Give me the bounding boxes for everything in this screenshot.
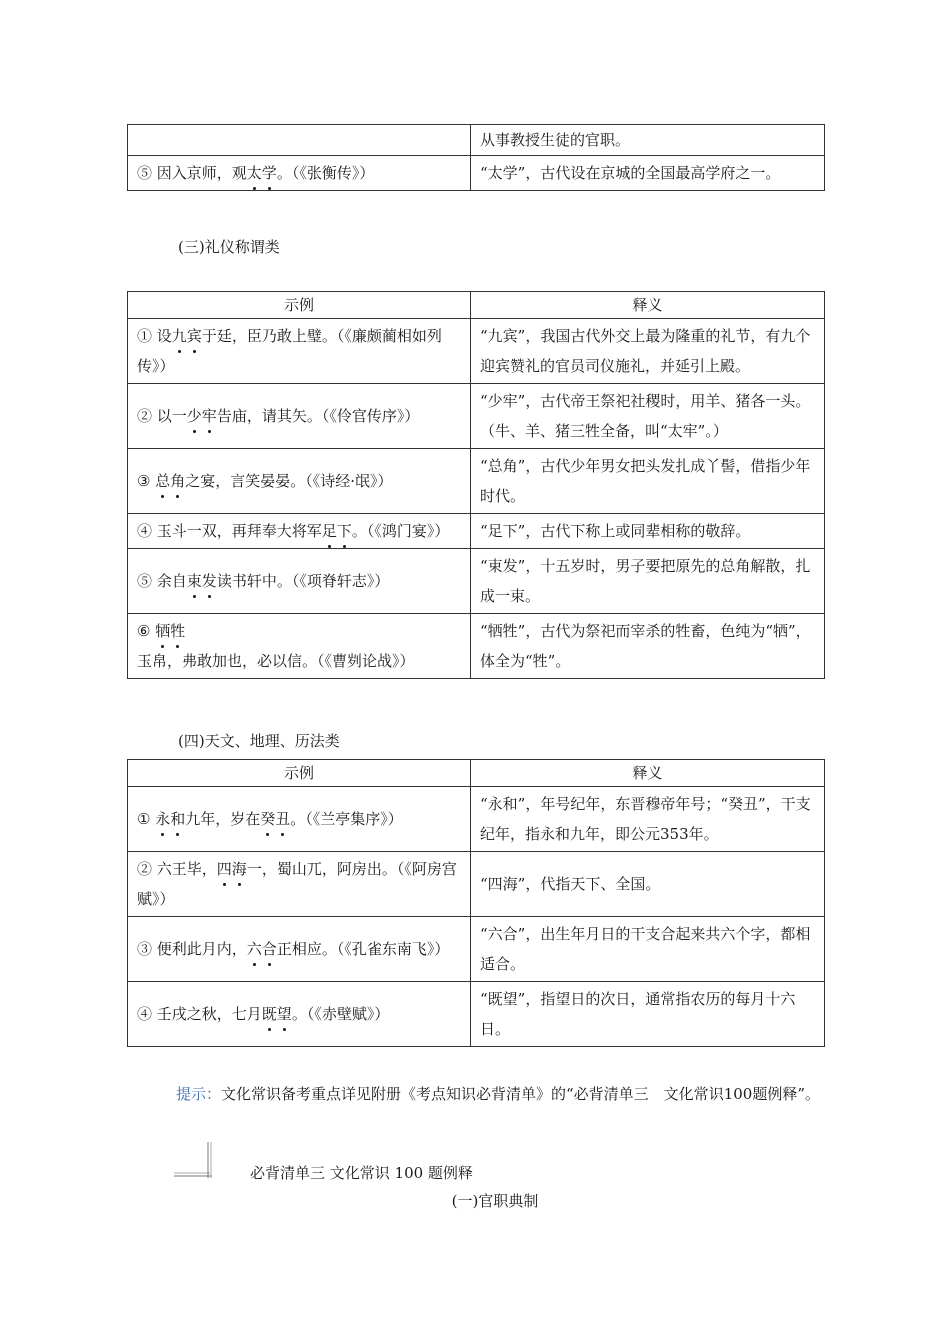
explanation-cell: “牺牲”，古代为祭祀而宰杀的牲畜，色纯为“牺”，体全为“牲”。 bbox=[471, 614, 825, 679]
table-row bbox=[128, 125, 825, 156]
column-header-example: 示例 bbox=[128, 292, 471, 319]
explanation-cell: “太学”，古代设在京城的全国最高学府之一。 bbox=[471, 156, 825, 191]
table-row bbox=[128, 384, 825, 449]
tip-label: 提示： bbox=[176, 1085, 222, 1103]
emphasized-term: 既望 bbox=[262, 1005, 292, 1023]
emphasized-term: 永和 bbox=[155, 810, 185, 828]
explanation-cell: “既望”，指望日的次日，通常指农历的每月十六日。 bbox=[471, 982, 825, 1047]
emphasized-term: 束发 bbox=[187, 572, 217, 590]
example-cell: ② 以一少牢告庙，请其矢。（《伶官传序》） bbox=[128, 384, 471, 449]
table-row bbox=[128, 319, 825, 384]
tip-note bbox=[136, 1080, 826, 1108]
explanation-cell: “九宾”，我国古代外交上最为隆重的礼节，有九个迎宾赞礼的官员司仪施礼，并延引上殿。 bbox=[471, 319, 825, 384]
corner-mark-icon bbox=[174, 1142, 212, 1178]
explanation-cell: “永和”，年号纪年，东晋穆帝年号；“癸丑”，干支纪年，指永和九年，即公元353年。 bbox=[471, 787, 825, 852]
explanation-cell: “束发”，十五岁时，男子要把原先的总角解散，扎成一束。 bbox=[471, 549, 825, 614]
example-cell: ④ 壬戌之秋，七月既望。（《赤壁赋》） bbox=[128, 982, 471, 1047]
emphasized-term: 总角 bbox=[155, 472, 185, 490]
example-cell: ② 六王毕，四海一，蜀山兀，阿房出。（《阿房宫赋》） bbox=[128, 852, 471, 917]
table-row bbox=[128, 614, 825, 679]
column-header-explanation: 释义 bbox=[471, 760, 825, 787]
emphasized-term: 六合 bbox=[247, 940, 277, 958]
section-title: (三)礼仪称谓类 bbox=[178, 238, 280, 256]
explanation-cell: “总角”，古代少年男女把头发扎成丫髻，借指少年时代。 bbox=[471, 449, 825, 514]
table-row bbox=[128, 917, 825, 982]
column-header-example: 示例 bbox=[128, 760, 471, 787]
column-header-explanation: 释义 bbox=[471, 292, 825, 319]
emphasized-term: 太学 bbox=[247, 164, 277, 182]
table-row bbox=[128, 514, 825, 549]
emphasized-term: 少牢 bbox=[187, 407, 217, 425]
table-row bbox=[128, 549, 825, 614]
explanation-cell: “六合”，出生年月日的干支合起来共六个字，都相适合。 bbox=[471, 917, 825, 982]
table-section3 bbox=[127, 291, 825, 679]
section-title: (四)天文、地理、历法类 bbox=[178, 732, 340, 750]
emphasized-term: 四海 bbox=[217, 860, 247, 878]
tip-text: 文化常识备考重点详见附册《考点知识必背清单》的“必背清单三 文化常识100题例释”。 bbox=[221, 1085, 820, 1103]
table-row bbox=[128, 982, 825, 1047]
emphasized-term: 足下 bbox=[322, 522, 352, 540]
emphasized-term: 牺牲 bbox=[155, 622, 185, 640]
table-row bbox=[128, 787, 825, 852]
explanation-cell: “足下”，古代下称上或同辈相称的敬辞。 bbox=[471, 514, 825, 549]
explanation-cell: “少牢”，古代帝王祭祀社稷时，用羊、猪各一头。（牛、羊、猪三牲全备，叫“太牢”。） bbox=[471, 384, 825, 449]
checklist-title: 必背清单三 文化常识 100 题例释 bbox=[250, 1164, 473, 1182]
table-top bbox=[127, 124, 825, 191]
table-header-row bbox=[128, 760, 825, 787]
table-row bbox=[128, 449, 825, 514]
example-cell: ③ 总角之宴，言笑晏晏。（《诗经·氓》） bbox=[128, 449, 471, 514]
example-cell: ⑤ 余自束发读书轩中。（《项脊轩志》） bbox=[128, 549, 471, 614]
emphasized-term: 癸丑 bbox=[260, 810, 290, 828]
example-cell: ① 永和九年，岁在癸丑。（《兰亭集序》） bbox=[128, 787, 471, 852]
example-cell: ④ 玉斗一双，再拜奉大将军足下。（《鸿门宴》） bbox=[128, 514, 471, 549]
table-row bbox=[128, 852, 825, 917]
table-header-row bbox=[128, 292, 825, 319]
explanation-cell: “四海”，代指天下、全国。 bbox=[471, 852, 825, 917]
example-cell: ⑥ 牺牲玉帛，弗敢加也，必以信。（《曹刿论战》） bbox=[128, 614, 471, 679]
checklist-subtitle: (一)官职典制 bbox=[451, 1192, 539, 1210]
table-row bbox=[128, 156, 825, 191]
example-cell bbox=[128, 125, 471, 156]
explanation-cell: 从事教授生徒的官职。 bbox=[471, 125, 825, 156]
table-section4 bbox=[127, 759, 825, 1047]
emphasized-term: 九宾 bbox=[172, 327, 202, 345]
example-cell: ① 设九宾于廷，臣乃敢上璧。（《廉颇蔺相如列传》） bbox=[128, 319, 471, 384]
example-cell: ③ 便利此月内，六合正相应。（《孔雀东南飞》） bbox=[128, 917, 471, 982]
example-cell: ⑤ 因入京师，观太学。（《张衡传》） bbox=[128, 156, 471, 191]
